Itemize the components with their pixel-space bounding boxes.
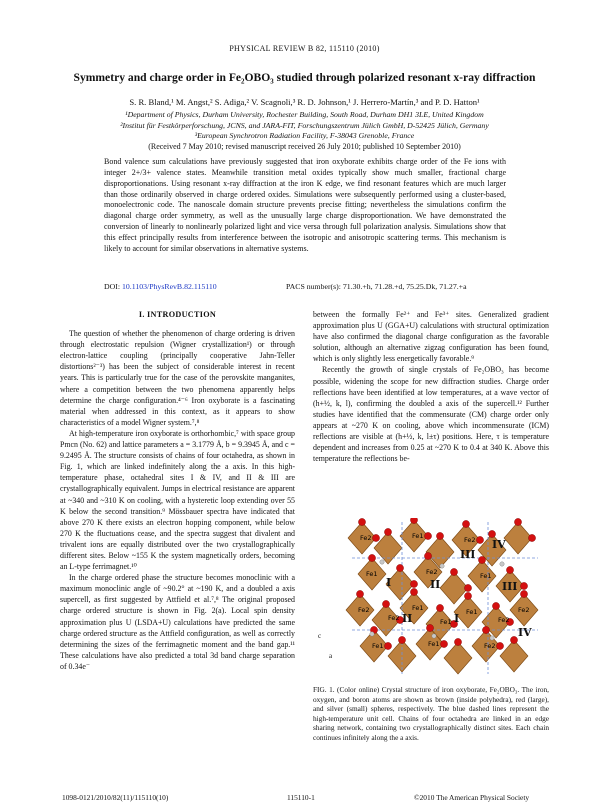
- right-column: [313, 309, 549, 464]
- footer-copyright: ©2010 The American Physical Society: [414, 793, 530, 802]
- section-heading: I. INTRODUCTION: [138, 310, 217, 319]
- oxygen-atom: [436, 532, 443, 539]
- atom-label: Fe1: [480, 572, 492, 580]
- article-title: Symmetry and charge order in Fe₂OBO₃ studied through polarized resonant x-ray diffraction: [73, 71, 536, 84]
- site-label: II: [430, 578, 441, 591]
- abstract: Bond valence sum calculations have previously suggested that iron oxyborate exhibits charge order of the Fe ions with integer 2+/3+ valence states. Meanwhile transition metal oxides typically show much smaller, fractional charge disproportionations. Using resonant x-ray diffraction at the iron K edge, we find resonant features which are much larger than those ordinarily observed in charge ordered oxides. Simulations were subsequently performed using a cluster-based, monoelectronic code. The nanoscale domain structure prevents precise fitting; nevertheless the simulations confirm the diagonal charge order symmetry, as well as the unusually large charge disproportionation. We have demonstrated the conversion of linearly to nonlinearly polarized light and vice versa through full polarization analysis. Simulations show that this effect principally results from interference between the isotropic and anisotropic scattering terms. This mechanism is likely to account for similar observations in alternative systems.: [104, 157, 506, 253]
- oxygen-atom: [462, 520, 469, 527]
- atom-label: Fe1: [366, 570, 378, 578]
- atom-label: Fe1: [412, 532, 424, 540]
- boron-atom: [432, 634, 436, 638]
- oxygen-atom: [372, 534, 379, 541]
- boron-atom: [490, 636, 494, 640]
- octahedron: [440, 572, 468, 604]
- oxygen-atom: [464, 592, 471, 599]
- figure-1-caption: FIG. 1. (Color online) Crystal structure of iron oxyborate, Fe₂OBO₃. The iron, oxygen, and boron atoms are shown as brown (inside polyhedra), red (large), and silver (small) spheres, respectively. The blue dashed lines represent the high-temperature unit cell. Chains of four octahedra are linked in an edge sharing network, containing two crystallographically distinct sites. Each chain continues infinitely along the a axis.: [313, 685, 549, 742]
- oxygen-atom: [520, 582, 527, 589]
- doi-line: [104, 282, 217, 291]
- boron-atom: [440, 564, 444, 568]
- site-label: I: [454, 612, 460, 625]
- oxygen-atom: [398, 636, 405, 643]
- oxygen-atom: [356, 590, 363, 597]
- affiliation-1: ¹Department of Physics, Durham University, Rochester Building, South Road, Durham DH1 3LE, United Kingdom: [125, 110, 484, 119]
- crystal-structure-svg: [342, 518, 548, 678]
- boron-atom: [370, 632, 374, 636]
- site-label: I: [386, 576, 392, 589]
- oxygen-atom: [440, 640, 447, 647]
- footer-page-number: 115110-1: [287, 793, 315, 802]
- site-label: III: [460, 548, 476, 561]
- atom-label: Fe2: [426, 568, 438, 576]
- footer-issn: 1098-0121/2010/82(11)/115110(10): [62, 793, 169, 802]
- oxygen-atom: [478, 556, 485, 563]
- doi-link[interactable]: 10.1103/PhysRevB.82.115110: [121, 282, 217, 291]
- oxygen-atom: [464, 584, 471, 591]
- doi-label: DOI:: [104, 282, 121, 291]
- running-head: PHYSICAL REVIEW B 82, 115110 (2010): [229, 44, 380, 53]
- axis-a-label: a: [329, 652, 333, 660]
- paragraph: At high-temperature iron oxyborate is orthorhombic,⁷ with space group Pmcn (No. 62) and lattice parameters a = 3.1779 Å, b = 9.3945 Å, and c = 9.2495 Å. The structure consists of chains of four octahedra, as shown in Fig. 1, which are linked indefinitely along the a axis. In this high-temperature phase, octahedral sites I & IV, and II & III are crystallographically equivalent. Jumps in electrical resistance are apparent at ~340 and ~310 K on cooling, with a hysteretic loop extending over 55 K below the second transition.⁹ Mössbauer spectra have indicated that above 270 K there exists an electron hopping component, while below 270 K the fluctuations cease, and the spectra suggest that divalent and trivalent ions are equally distributed over the two crystallographically different sites. Below ~155 K the system magnetically orders, becoming an L-type ferrimagnet.¹⁰: [60, 428, 295, 572]
- oxygen-atom: [496, 642, 503, 649]
- oxygen-atom: [510, 636, 517, 643]
- oxygen-atom: [482, 626, 489, 633]
- boron-atom: [380, 560, 384, 564]
- oxygen-atom: [450, 568, 457, 575]
- oxygen-atom: [520, 590, 527, 597]
- boron-atom: [500, 562, 504, 566]
- paragraph: The question of whether the phenomenon of charge ordering is driven through electrostatic repulsion (Wigner crystallization¹) or through electron-lattice coupling (principally cooperative Jahn-Teller distortions²⁻³) has been the subject of considerable interest in recent years. This is particularly true for the case of the perovskite manganites, where a competition between the two phenomena apparently helps determine the charge configuration.⁴⁻⁶ Iron oxyborate is a fascinating material when addressed in this context, as it appears to show characteristics of a model Wigner system.⁷,⁸: [60, 329, 295, 427]
- oxygen-atom: [528, 534, 535, 541]
- atom-label: Fe2: [498, 616, 510, 624]
- atom-label: Fe2: [358, 606, 370, 614]
- octahedron: [504, 522, 532, 554]
- oxygen-atom: [488, 530, 495, 537]
- atom-label: Fe2: [484, 642, 496, 650]
- oxygen-atom: [384, 642, 391, 649]
- atom-label: Fe2: [464, 536, 476, 544]
- paragraph: between the formally Fe²⁺ and Fe³⁺ sites. Generalized gradient approximation plus U (GGA+U) calculations with structural optimization have also confirmed the diagonal charge configuration as the favorable solution, although an alternative zigzag configuration has been found, which is only slightly less energetically favorable.⁹: [313, 310, 549, 364]
- oxygen-atom: [368, 554, 375, 561]
- atom-label: Fe1: [440, 618, 452, 626]
- atom-label: Fe1: [372, 642, 384, 650]
- oxygen-atom: [410, 588, 417, 595]
- atom-label: Fe2: [360, 534, 372, 542]
- oxygen-atom: [382, 600, 389, 607]
- paragraph: Recently the growth of single crystals of Fe₂OBO₃ has become possible, widening the scope for new diffraction studies. Charge order reflections have been identified at low temperatures, at a wave vector of (h+½, k, l), confirming the doubled a axis of the supercell.¹² Further studies have identified that the commensurate (CM) charge order only appears at ~270 K on cooling, above which incommensurate (ICM) reflections are visible at (h+½, k, l±τ) positions. Here, τ is temperature dependent and increases from 0.25 at ~270 K to 0.4 at 340 K. Above this temperature the reflections be-: [313, 365, 549, 464]
- atom-label: Fe2: [388, 614, 400, 622]
- oxygen-atom: [410, 518, 417, 524]
- affiliation-3: ³European Synchrotron Radiation Facility, F-38043 Grenoble, France: [194, 131, 415, 140]
- site-label: IV: [492, 538, 506, 551]
- octahedron: [500, 640, 528, 672]
- oxygen-atom: [454, 638, 461, 645]
- paragraph: In the charge ordered phase the structure becomes monoclinic with a maximum monoclinic angle of ~90.2° at ~190 K, and a doubled a axis supercell, as first suggested by Attfield et al.⁷,⁸ The original proposed charge ordered structure is shown in Fig. 2(a). Local spin density approximation plus U (LSDA+U) calculations have predicted the same charge ordered structure as the Attfield configuration, as well as correctly determining the sizes of the ferrimagnetic moment and the band gap.¹¹ These calculations have also predicted a total 3d band charge separation of 0.34e⁻: [60, 573, 295, 671]
- atom-label: Fe1: [428, 640, 440, 648]
- oxygen-atom: [396, 564, 403, 571]
- author-list: S. R. Bland,¹ M. Angst,² S. Adiga,² V. Scagnoli,³ R. D. Johnson,¹ J. Herrero-Martín,³ and P. D. Hatton¹: [129, 97, 480, 107]
- received-dates: (Received 7 May 2010; revised manuscript received 26 July 2010; published 10 September 2010): [148, 142, 461, 151]
- oxygen-atom: [506, 566, 513, 573]
- oxygen-atom: [492, 602, 499, 609]
- axis-c-label: c: [318, 632, 322, 640]
- site-label: IV: [518, 626, 532, 639]
- affiliation-2: ²Institut für Festkörperforschung, JCNS, and JARA-FIT, Forschungszentrum Jülich GmbH, D-52425 Jülich, Germany: [120, 121, 489, 130]
- oxygen-atom: [476, 536, 483, 543]
- left-column: [60, 309, 295, 672]
- octahedra-layer: [346, 520, 538, 674]
- site-label: III: [502, 580, 518, 593]
- oxygen-atom: [424, 552, 431, 559]
- oxygen-atom: [424, 532, 431, 539]
- oxygen-atom: [384, 528, 391, 535]
- oxygen-atom: [436, 604, 443, 611]
- oxygen-atom: [410, 580, 417, 587]
- octahedron: [444, 642, 472, 674]
- pacs-numbers: PACS number(s): 71.30.+h, 71.28.+d, 75.25.Dk, 71.27.+a: [286, 282, 467, 291]
- atom-label: Fe1: [466, 608, 478, 616]
- figure-1-crystal-structure: [342, 518, 548, 678]
- site-label: II: [402, 612, 413, 625]
- atom-label: Fe2: [518, 606, 530, 614]
- oxygen-atom: [426, 624, 433, 631]
- oxygen-atom: [514, 518, 521, 525]
- oxygen-atom: [358, 518, 365, 525]
- atom-label: Fe1: [412, 604, 424, 612]
